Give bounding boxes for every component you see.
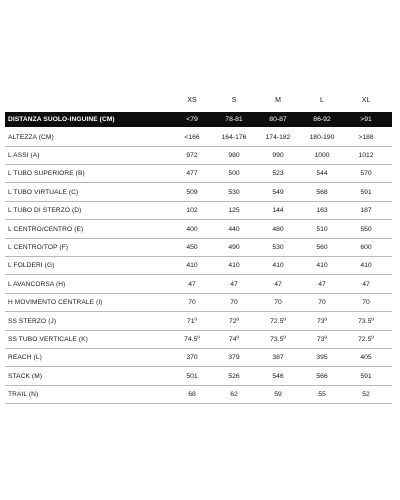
cell-s: 70: [230, 299, 238, 307]
table-row: [5, 165, 392, 183]
cell-xs: 47: [188, 280, 196, 288]
cell-l: 568: [316, 188, 328, 196]
cell-s: 47: [230, 280, 238, 288]
size-header-s: S: [231, 97, 237, 104]
cell-xs: 477: [186, 170, 198, 178]
cell-m: 174-182: [265, 133, 291, 141]
cell-xl: 591: [360, 372, 372, 380]
cell-l: 560: [316, 243, 328, 251]
row-label: ALTEZZA (CM): [8, 133, 54, 141]
table-row: [5, 313, 392, 331]
row-label: STACK (M): [8, 372, 43, 380]
table-row: [5, 147, 392, 165]
cell-m: 549: [272, 188, 284, 196]
cell-xl: 73.5º: [358, 317, 374, 325]
cell-xl: 70: [362, 299, 370, 307]
cell-l: 70: [318, 299, 326, 307]
size-header-xl: XL: [361, 97, 371, 104]
cell-xl: 187: [360, 207, 372, 215]
cell-m: 70: [274, 299, 282, 307]
cell-l: 73º: [316, 335, 328, 343]
cell-l: 510: [316, 225, 328, 233]
cell-s: 62: [230, 391, 238, 399]
size-header-l: L: [320, 97, 324, 104]
cell-xl: 600: [360, 243, 372, 251]
row-label: L FOLDERI (G): [8, 262, 55, 270]
cell-m: 59: [274, 391, 282, 399]
cell-l: 47: [318, 280, 326, 288]
size-header-xs: XS: [187, 97, 197, 104]
table-row: [5, 129, 392, 147]
cell-xs: 450: [186, 243, 198, 251]
cell-s: 526: [228, 372, 240, 380]
cell-m: 990: [272, 151, 284, 159]
cell-s: 440: [228, 225, 240, 233]
cell-xl: 410: [360, 262, 372, 270]
cell-xs: <166: [184, 133, 200, 141]
cell-s: 490: [228, 243, 240, 251]
row-label: L TUBO DI STERZO (D): [8, 207, 82, 215]
cell-xl: >188: [358, 133, 374, 141]
cell-xl: 570: [360, 170, 372, 178]
cell-xl: 47: [362, 280, 370, 288]
row-label: H MOVIMENTO CENTRALE (I): [8, 299, 103, 307]
table-row: [5, 349, 392, 367]
table-row: [5, 184, 392, 202]
table-row: [5, 202, 392, 220]
row-label: DISTANZA SUOLO-INGUINE (CM): [8, 116, 115, 123]
table-row: [5, 294, 392, 312]
cell-s: 379: [228, 354, 240, 362]
row-label: L CENTRO/CENTRO (E): [8, 225, 84, 233]
cell-xs: 102: [186, 207, 198, 215]
table-row: [5, 276, 392, 294]
cell-l: 410: [316, 262, 328, 270]
row-label: L AVANCORSA (H): [8, 280, 66, 288]
cell-m: 546: [272, 372, 284, 380]
cell-m: 144: [272, 207, 284, 215]
cell-xs: 68: [188, 391, 196, 399]
row-label: SS STERZO (J): [8, 317, 57, 325]
cell-m: 410: [272, 262, 284, 270]
table-row: [5, 239, 392, 257]
cell-m: 47: [274, 280, 282, 288]
table-row: [5, 221, 392, 239]
cell-m: 523: [272, 170, 284, 178]
cell-l: 395: [316, 354, 328, 362]
cell-l: 566: [316, 372, 328, 380]
size-header-m: M: [275, 97, 281, 104]
cell-m: 73.5º: [270, 335, 286, 343]
row-label: L CENTRO/TOP (F): [8, 243, 69, 251]
cell-xl: 591: [360, 188, 372, 196]
row-label: REACH (L): [8, 354, 42, 362]
table-row: [5, 331, 392, 349]
cell-xs: 501: [186, 372, 198, 380]
cell-s: 980: [228, 151, 240, 159]
cell-m: 530: [272, 243, 284, 251]
cell-s: 78-81: [225, 116, 243, 123]
cell-l: 180-190: [309, 133, 335, 141]
cell-s: 530: [228, 188, 240, 196]
cell-m: 480: [272, 225, 284, 233]
cell-s: 410: [228, 262, 240, 270]
cell-xs: 70: [188, 299, 196, 307]
table-row: [5, 368, 392, 386]
cell-l: 544: [316, 170, 328, 178]
cell-l: 73º: [316, 317, 328, 325]
cell-xl: >91: [360, 116, 372, 123]
cell-l: 163: [316, 207, 328, 215]
cell-xs: <79: [186, 116, 198, 123]
table-row: [5, 112, 392, 127]
row-label: L TUBO SUPERIORE (B): [8, 170, 85, 178]
row-label: L TUBO VIRTUALE (C): [8, 188, 79, 196]
row-label: SS TUBO VERTICALE (K): [8, 335, 88, 343]
cell-s: 164-176: [221, 133, 247, 141]
cell-s: 74º: [228, 335, 240, 343]
cell-m: 387: [272, 354, 284, 362]
cell-m: 80-87: [269, 116, 287, 123]
table-row: [5, 257, 392, 275]
cell-xl: 550: [360, 225, 372, 233]
cell-xs: 400: [186, 225, 198, 233]
cell-xl: 52: [362, 391, 370, 399]
row-label: L ASSI (A): [8, 151, 40, 159]
row-label: TRAIL (N): [8, 391, 39, 399]
cell-s: 500: [228, 170, 240, 178]
cell-xs: 74.5º: [184, 335, 200, 343]
cell-s: 72º: [228, 317, 240, 325]
cell-xs: 410: [186, 262, 198, 270]
cell-xs: 509: [186, 188, 198, 196]
cell-xl: 405: [360, 354, 372, 362]
cell-xs: 71º: [186, 317, 198, 325]
cell-s: 125: [228, 207, 240, 215]
cell-l: 55: [318, 391, 326, 399]
cell-xs: 370: [186, 354, 198, 362]
cell-xs: 972: [186, 151, 198, 159]
cell-xl: 1012: [358, 151, 374, 159]
cell-m: 72.5º: [270, 317, 286, 325]
cell-l: 86-92: [313, 116, 331, 123]
cell-l: 1000: [314, 151, 330, 159]
cell-xl: 72.5º: [358, 335, 374, 343]
table-row: [5, 386, 392, 404]
